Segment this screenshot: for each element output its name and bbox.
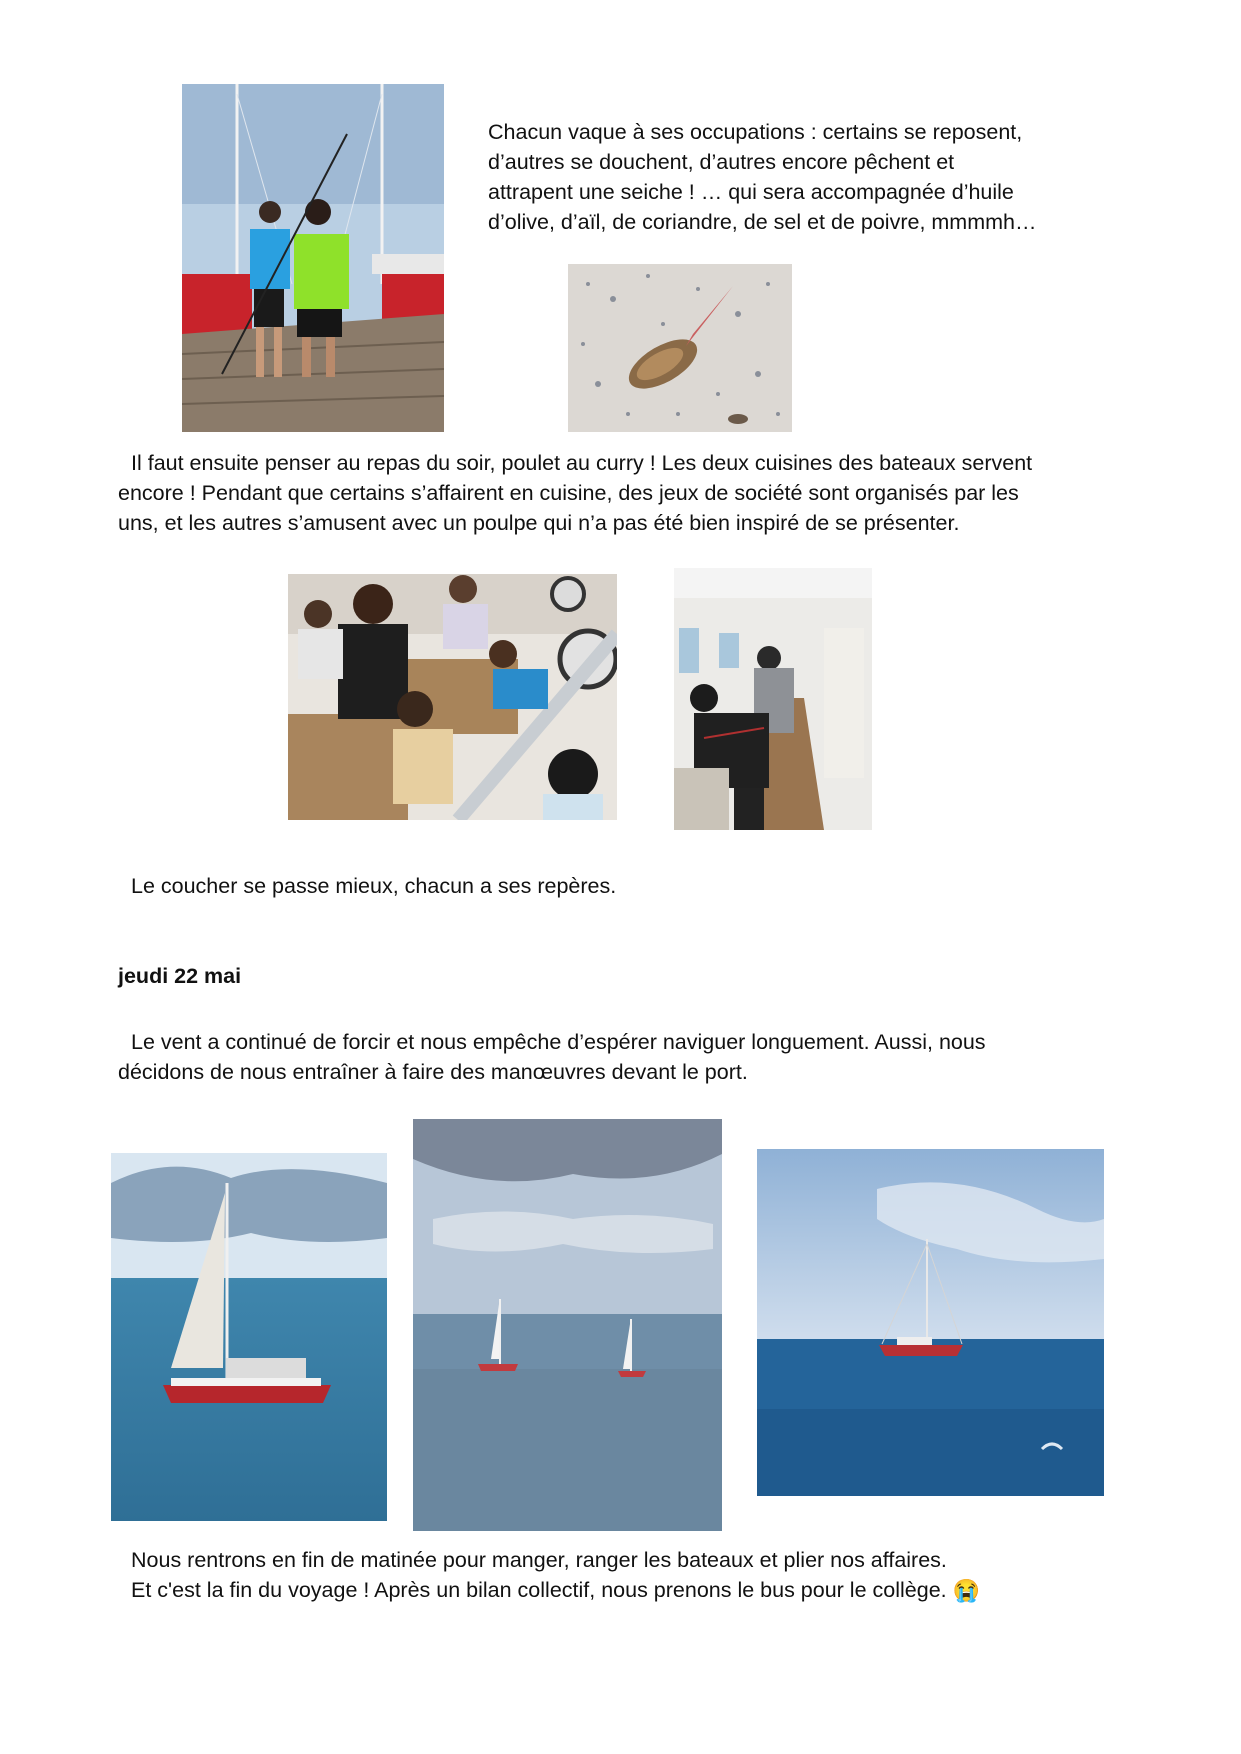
paragraph-line: attrapent une seiche ! … qui sera accompagnée d’huile [488, 180, 1014, 204]
paragraph-dinner [118, 448, 1032, 538]
paragraph-wind [118, 1027, 986, 1087]
paragraph-line: encore ! Pendant que certains s’affairent en cuisine, des jeux de société sont organisés par les [118, 481, 1019, 505]
photo-sailboat-left [111, 1153, 387, 1521]
photo-galley [674, 568, 872, 830]
paragraph-line: Chacun vaque à ses occupations : certains se reposent, [488, 120, 1023, 144]
paragraph-line: Le coucher se passe mieux, chacun a ses repères. [131, 874, 617, 898]
date-heading: jeudi 22 mai [118, 964, 242, 988]
crying-face-icon: 😭 [952, 1578, 981, 1604]
paragraph-return [131, 1545, 980, 1606]
photo-board-games [288, 574, 617, 820]
paragraph-line: uns, et les autres s’amusent avec un poulpe qui n’a pas été bien inspiré de se présenter. [118, 511, 960, 535]
paragraph-line: Il faut ensuite penser au repas du soir, poulet au curry ! Les deux cuisines des bateaux servent [131, 451, 1033, 475]
paragraph-line: Nous rentrons en fin de matinée pour manger, ranger les bateaux et plier nos affaires. [131, 1548, 947, 1572]
paragraph-line-text: Et c'est la fin du voyage ! Après un bilan collectif, nous prenons le bus pour le collège. [131, 1578, 947, 1602]
paragraph-activities [488, 117, 1037, 237]
paragraph-line: d’autres se douchent, d’autres encore pêchent et [488, 150, 955, 174]
paragraph-line: Le vent a continué de forcir et nous empêche d’espérer naviguer longuement. Aussi, nous [131, 1030, 986, 1054]
photo-fishing [182, 84, 444, 432]
photo-sailboat-right [757, 1149, 1104, 1496]
paragraph-line [131, 1575, 980, 1606]
photo-two-sailboats [413, 1119, 722, 1531]
paragraph-line: décidons de nous entraîner à faire des manœuvres devant le port. [118, 1060, 748, 1084]
paragraph-bedtime [131, 871, 616, 901]
paragraph-line: d’olive, d’aïl, de coriandre, de sel et de poivre, mmmmh… [488, 210, 1037, 234]
photo-cuttlefish [568, 264, 792, 432]
